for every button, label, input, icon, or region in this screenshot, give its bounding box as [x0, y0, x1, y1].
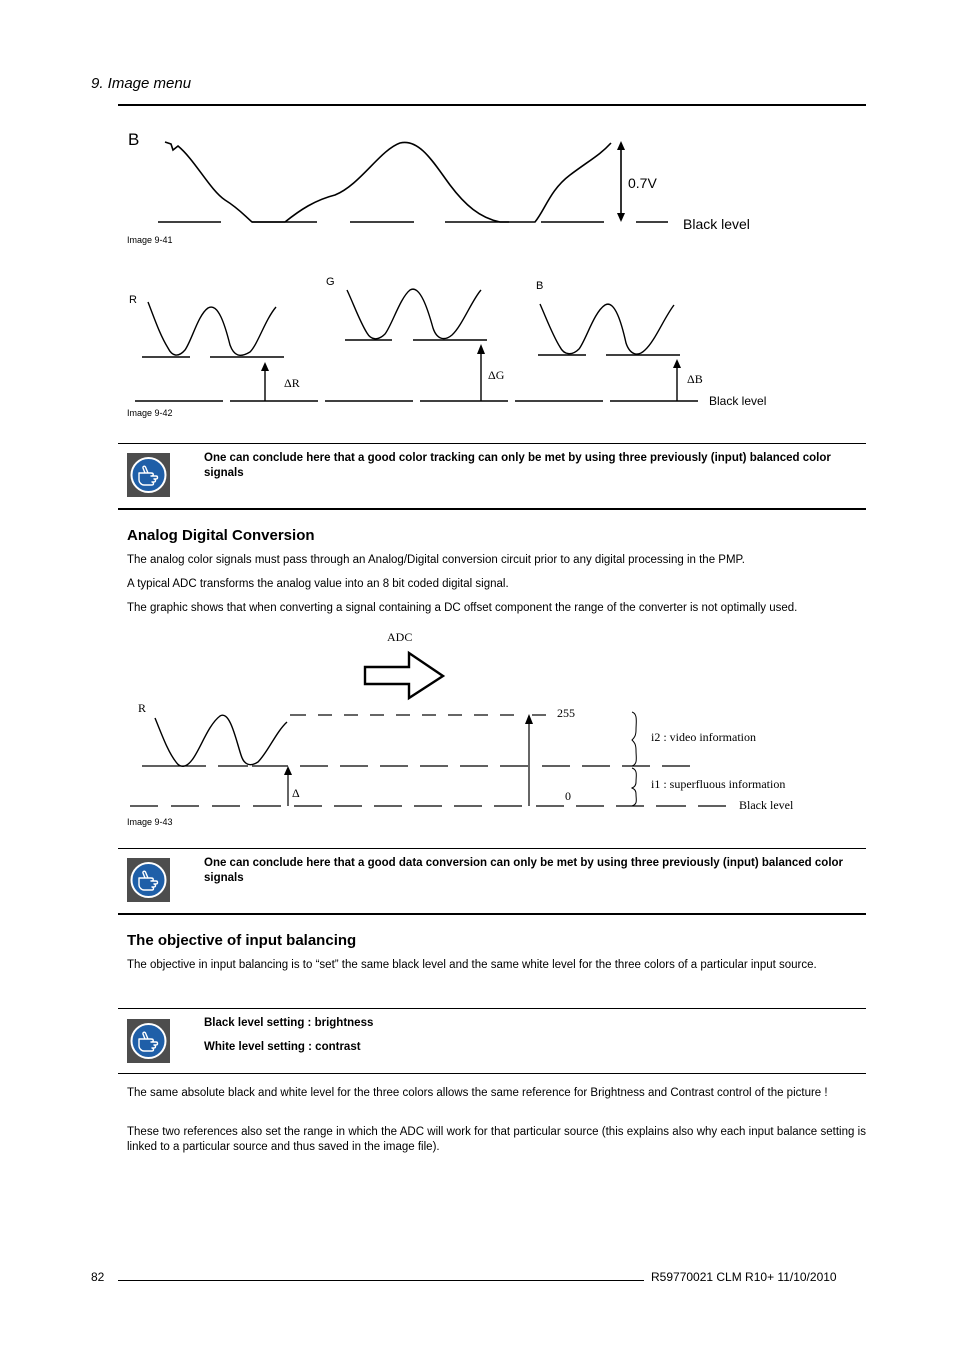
label-r: R [129, 294, 137, 306]
section-heading-objective: The objective of input balancing [127, 932, 357, 949]
paragraph: A typical ADC transforms the analog value into an 8 bit coded digital signal. [127, 578, 509, 590]
black-level-label: Black level [739, 798, 794, 812]
section-title: 9. Image menu [91, 75, 192, 92]
label-b: B [536, 280, 544, 292]
label-r: R [138, 701, 147, 715]
figure-caption: Image 9-43 [127, 817, 173, 827]
note-black-level-setting: Black level setting : brightness [204, 1017, 374, 1029]
note-white-level-setting: White level setting : contrast [204, 1041, 361, 1053]
figure-caption: Image 9-42 [127, 408, 173, 418]
paragraph: The objective in input balancing is to “set” the same black level and the same white level for the three colors of a particular input source. [127, 959, 817, 971]
adc-label: ADC [387, 630, 413, 644]
note-data-conversion: One can conclude here that a good data conversion can only be met by using three previously (input) balanced color signals [204, 857, 844, 884]
note-rule-top [118, 1008, 866, 1009]
i2-label: i2 : video information [651, 730, 756, 744]
paragraph: These two references also set the range in which the ADC will work for that particular source (this explains also why each input balance setting is linked to a particular source and thus saved in the image file). [127, 1126, 866, 1153]
note-color-tracking: One can conclude here that a good color tracking can only be met by using three previously (input) balanced color signals [204, 452, 831, 479]
section-heading-adc: Analog Digital Conversion [127, 527, 315, 544]
panel-letter: B [128, 130, 140, 149]
value-255: 255 [557, 706, 575, 720]
page-number: 82 [91, 1270, 105, 1284]
pointing-hand-icon [127, 858, 170, 902]
voltage-label: 0.7V [628, 175, 657, 191]
black-level-label: Black level [709, 394, 767, 408]
note-rule-top [118, 848, 866, 849]
note-rule-bottom [118, 913, 866, 915]
paragraph: The analog color signals must pass through an Analog/Digital conversion circuit prior to any digital processing in the PMP. [127, 554, 745, 566]
document-reference: R59770021 CLM R10+ 11/10/2010 [651, 1270, 837, 1284]
delta-label: Δ [292, 786, 300, 800]
footer-rule [118, 1280, 644, 1281]
i1-label: i1 : superfluous information [651, 777, 786, 791]
delta-b-label: ΔB [687, 372, 703, 386]
label-g: G [326, 276, 335, 288]
delta-g-label: ΔG [488, 368, 505, 382]
paragraph: The same absolute black and white level for the three colors allows the same reference for Brightness and Contrast control of the picture ! [127, 1087, 828, 1099]
value-0: 0 [565, 789, 571, 803]
figure-caption: Image 9-41 [127, 235, 173, 245]
delta-r-label: ΔR [284, 376, 300, 390]
pointing-hand-icon [127, 1019, 170, 1063]
black-level-label: Black level [683, 216, 750, 232]
note-rule-bottom [118, 1073, 866, 1074]
paragraph: The graphic shows that when converting a signal containing a DC offset component the range of the converter is not optimally used. [127, 602, 798, 614]
